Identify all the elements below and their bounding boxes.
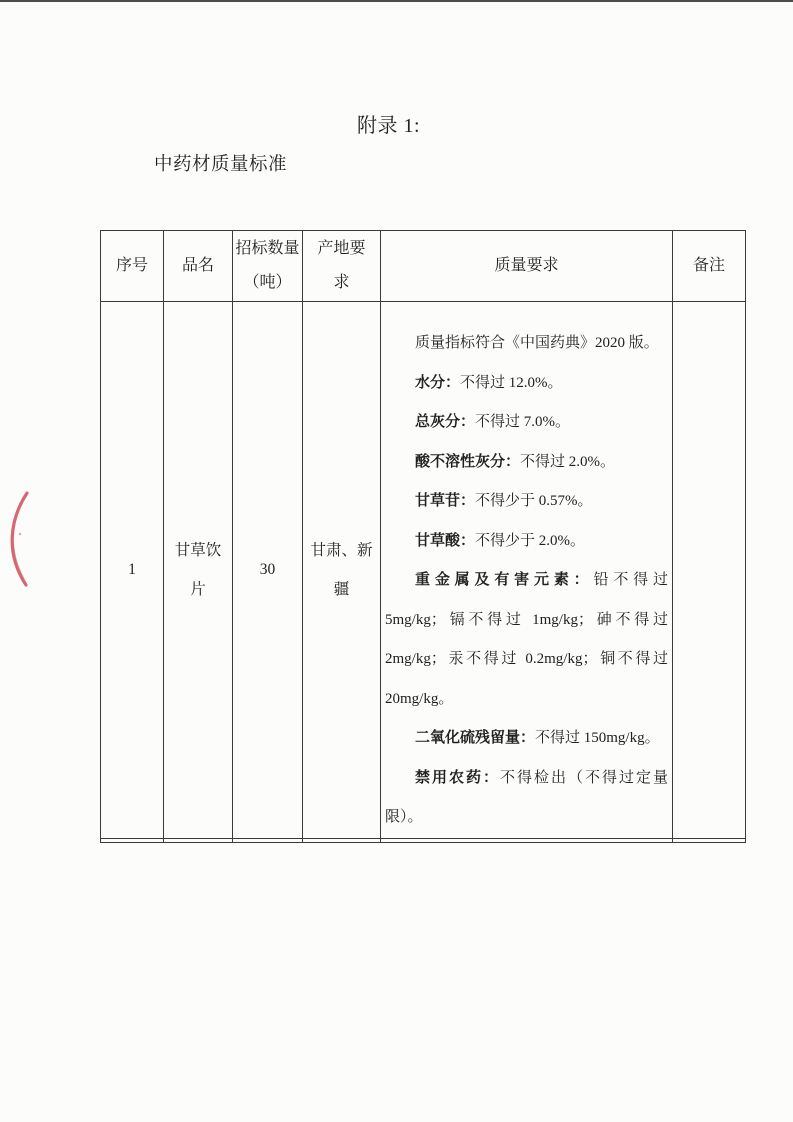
header-cell-quality: [381, 231, 673, 302]
cell-quantity: 30: [233, 302, 303, 839]
table-header-row: [101, 231, 746, 302]
header-cell-seq: [101, 231, 164, 302]
quality-item-text: 不得检出（不得过定量限）。: [385, 769, 668, 825]
handwritten-pen-mark: [2, 485, 42, 595]
quality-item-text: 质量指标符合《中国药典》2020 版。: [415, 335, 659, 351]
quality-item-label: 总灰分：: [415, 414, 476, 430]
header-label-name: 品名: [181, 257, 214, 274]
header-cell-quantity: [233, 231, 303, 302]
header-label-quantity: 招标数量（吨）: [235, 240, 300, 291]
appendix-label: 附录 1:: [357, 115, 421, 137]
document-title: 中药材质量标准: [154, 155, 288, 175]
quality-paragraph: [385, 719, 668, 759]
header-label-origin: 产地要求: [317, 240, 366, 291]
quality-item-text: 不得过 2.0%。: [520, 453, 616, 470]
quality-item-label: 二氧化硫残留量：: [415, 730, 536, 746]
header-label-remark: 备注: [692, 257, 725, 274]
quality-item-label: 酸不溶性灰分：: [415, 453, 521, 470]
quality-paragraph: [385, 759, 668, 838]
quality-paragraph: [385, 561, 668, 719]
quality-paragraph: [385, 324, 668, 364]
quality-paragraph: [385, 403, 668, 443]
quality-item-label: 禁用农药：: [415, 769, 500, 786]
quality-item-text: 不得少于 0.57%。: [475, 493, 593, 509]
quality-item-text: 不得过 12.0%。: [460, 374, 563, 391]
cell-quality-requirements: [381, 302, 673, 839]
quality-item-label: 水分：: [415, 374, 461, 391]
header-label-seq: 序号: [115, 257, 148, 274]
table-row: [101, 302, 746, 839]
quality-item-text: 不得少于 2.0%。: [475, 532, 586, 549]
quality-paragraph: [385, 522, 668, 562]
cell-origin: [303, 302, 381, 839]
header-cell-name: [164, 231, 233, 302]
quality-item-label: 重金属及有害元素：: [415, 572, 594, 588]
quality-item-label: 甘草酸：: [415, 532, 476, 549]
header-cell-remark: [673, 231, 746, 302]
quality-paragraph: [385, 443, 668, 483]
quality-standards-table: [100, 230, 746, 843]
scanner-edge-artifact: [0, 0, 793, 2]
cell-name: [164, 302, 233, 839]
table-bottom-frame: [101, 838, 746, 842]
quality-paragraph: [385, 482, 668, 522]
product-name: 甘草饮片: [174, 541, 222, 598]
cell-seq: 1: [101, 302, 164, 839]
quality-item-text: 铅不得过 5mg/kg；镉不得过 1mg/kg；砷不得过 2mg/kg；汞不得过 0.2mg/kg；铜不得过 20mg/kg。: [385, 572, 668, 707]
header-cell-origin: [303, 231, 381, 302]
cell-remark: [673, 302, 746, 839]
quality-item-label: 甘草苷：: [415, 493, 476, 509]
quality-item-text: 不得过 150mg/kg。: [535, 730, 660, 746]
header-label-quality: 质量要求: [494, 257, 559, 274]
quality-paragraph: [385, 364, 668, 404]
origin-requirement: 甘肃、新疆: [310, 541, 373, 598]
quality-item-text: 不得过 7.0%。: [475, 414, 571, 430]
